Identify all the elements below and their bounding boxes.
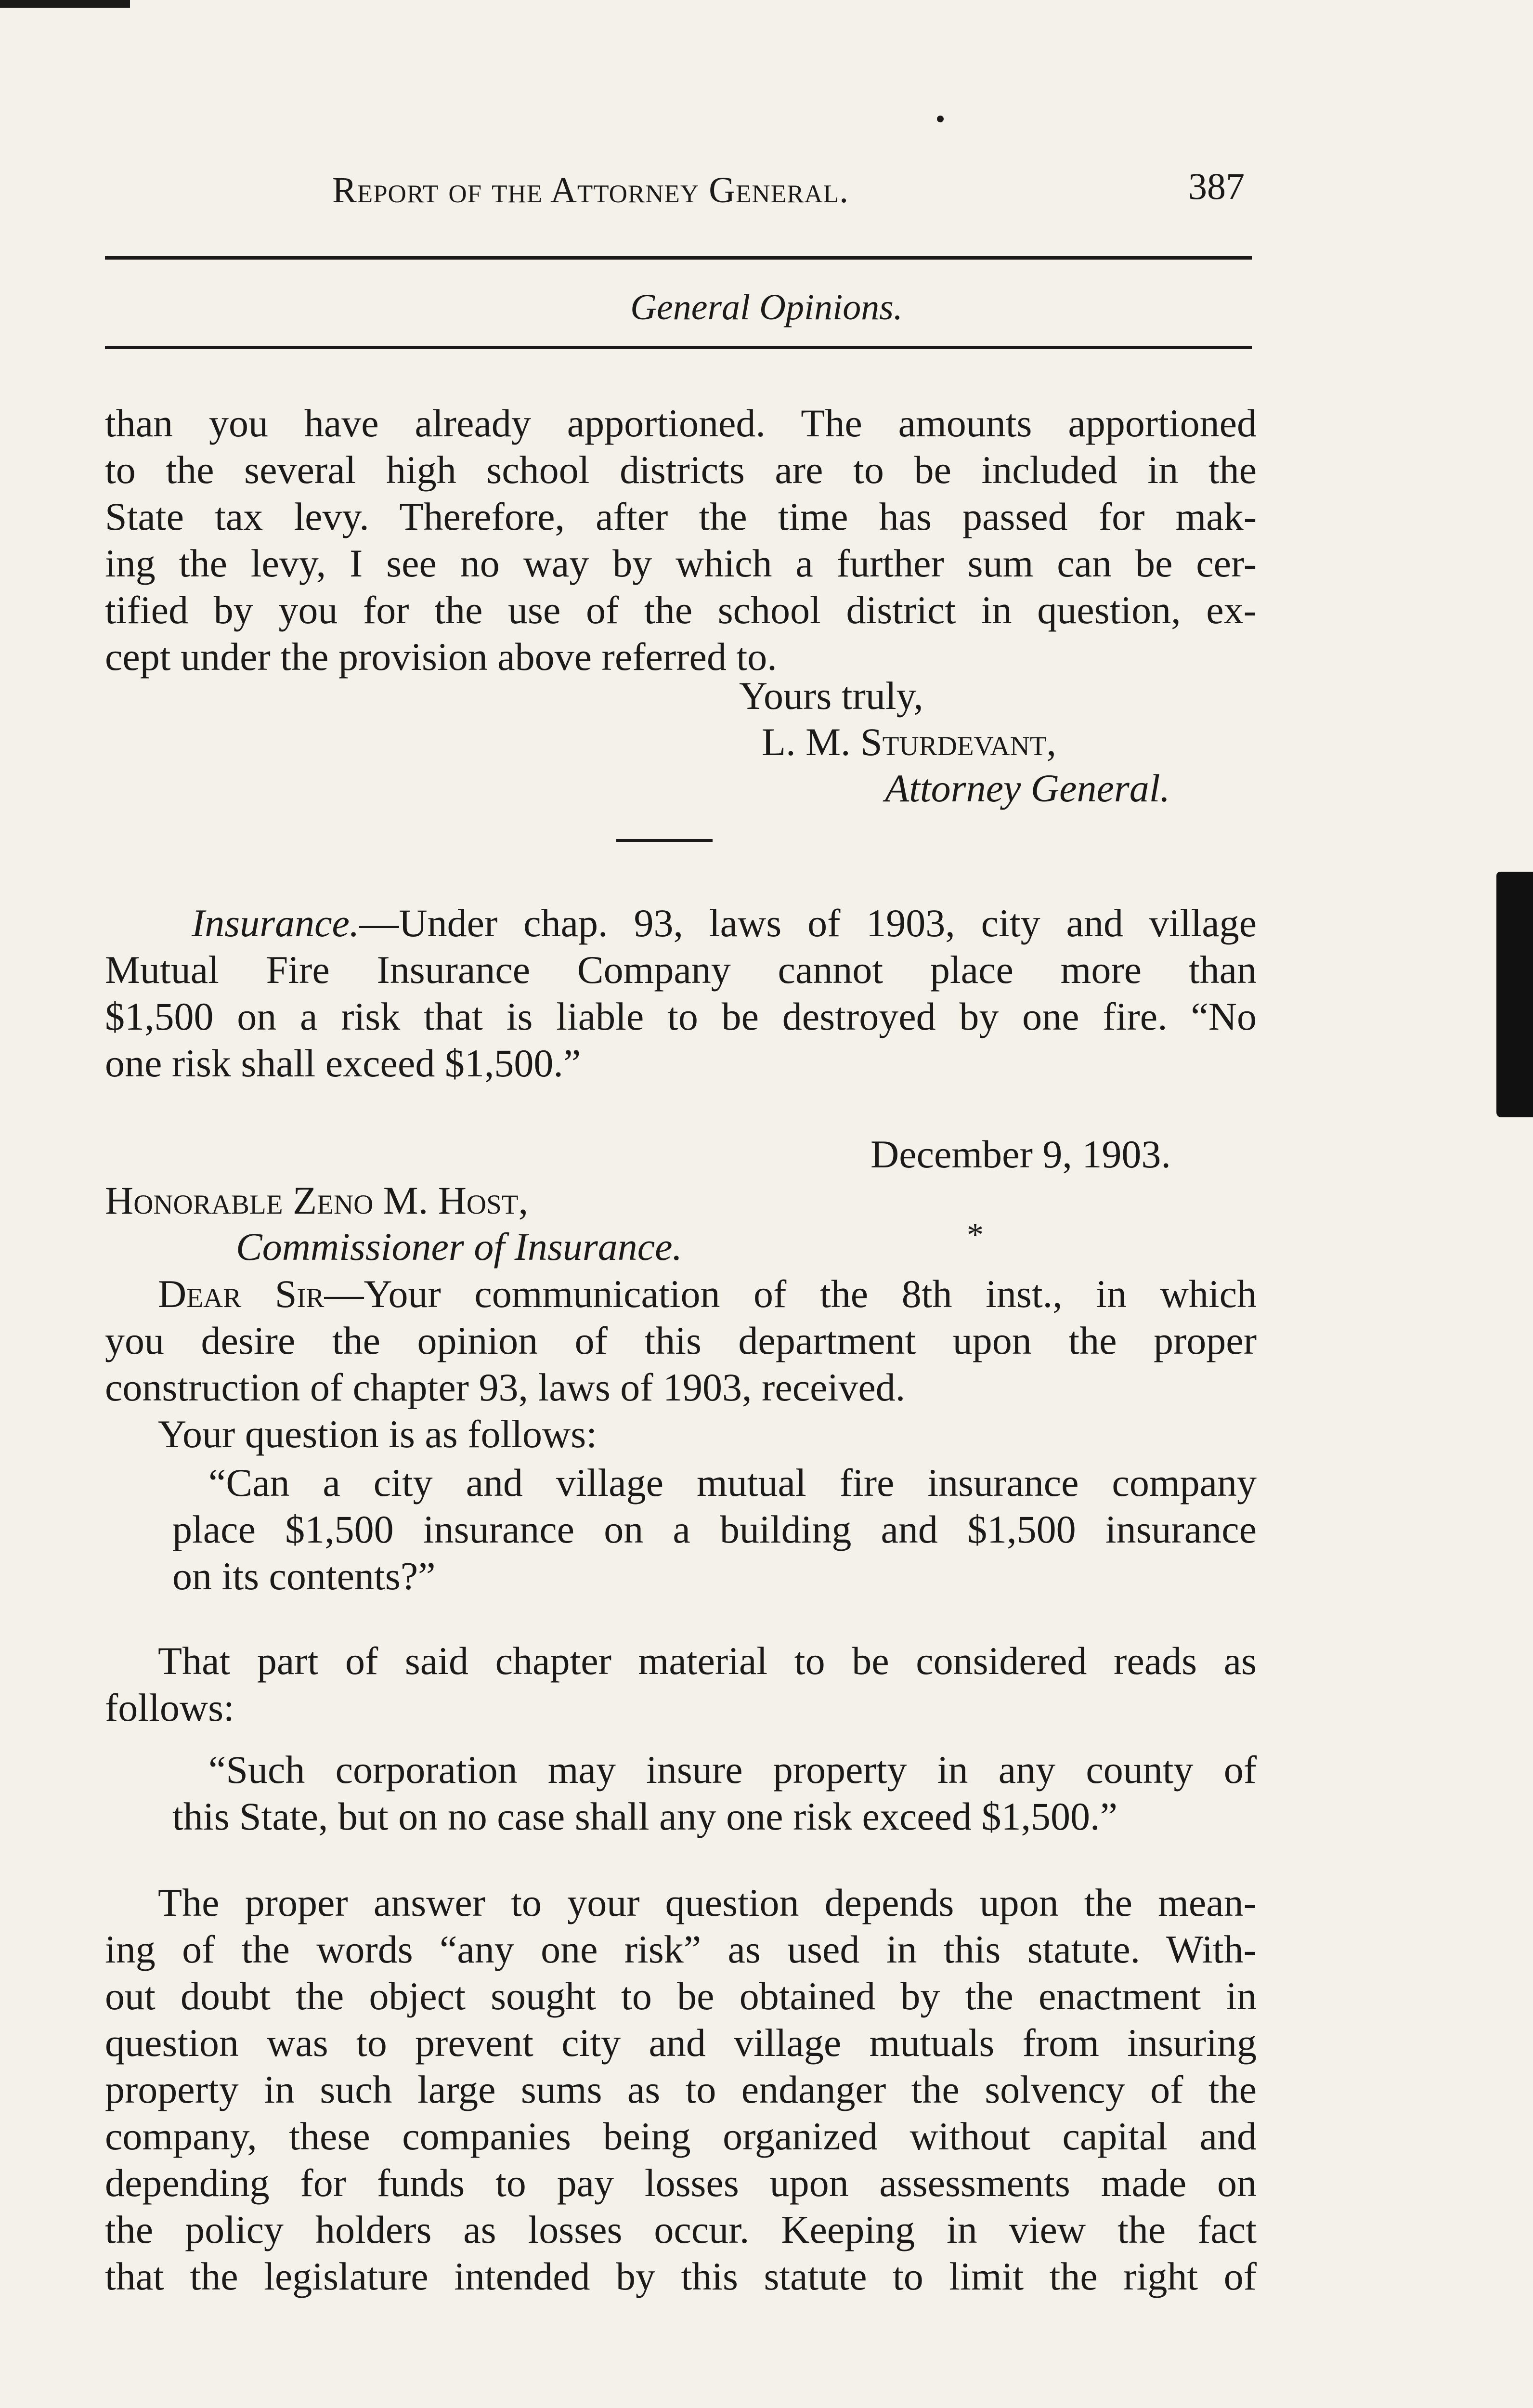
running-header: Report of the Attorney General. [332,170,849,210]
text-line: Insurance.—Under chap. 93, laws of 1903, city and village [192,901,1257,945]
text-line: ing of the words “any one risk” as used in this statute. With- [105,1927,1257,1971]
text-line: “Can a city and village mutual fire insurance company [208,1461,1257,1505]
signatory-name: L. M. Sturdevant, [762,720,1057,764]
text-line: you desire the opinion of this department upon the proper [105,1319,1257,1362]
chapter-quote [172,1746,1257,1840]
text-line: on its contents?” [172,1554,436,1598]
header-rule-top [105,256,1252,260]
text-line: this State, but on no case shall any one risk exceed $1,500.” [172,1794,1117,1838]
text-line: than you have already apportioned. The amounts apportioned [105,401,1257,445]
page-number: 387 [1188,165,1245,207]
scan-mark [0,0,130,8]
letter-date: December 9, 1903. [870,1132,1171,1176]
analysis-paragraph [105,1879,1257,2300]
text-line: The proper answer to your question depends upon the mean- [158,1881,1257,1924]
text-line: Dear Sir—Your communication of the 8th inst., in which [158,1272,1257,1316]
text-line: follows: [105,1686,234,1729]
salutation: Dear Sir [158,1272,325,1316]
headnote [105,900,1257,1086]
section-divider [616,839,713,842]
text-line: Your question is as follows: [158,1412,597,1456]
text-line: That part of said chapter material to be considered reads as [158,1639,1257,1683]
text-line: that the legislature intended by this statute to limit the right of [105,2254,1257,2298]
letter-body [105,1270,1257,1457]
text-line: one risk shall exceed $1,500.” [105,1041,581,1085]
closing: Yours truly, [739,674,923,718]
header-rule-bottom [105,346,1252,349]
text-line: depending for funds to pay losses upon assessments made on [105,2161,1257,2205]
section-heading: General Opinions. [630,287,903,327]
question-quote [172,1459,1257,1599]
asterisk-mark: * [967,1217,984,1254]
text-line: $1,500 on a risk that is liable to be destroyed by one fire. “No [105,995,1257,1038]
text-line: cept under the provision above referred to. [105,635,777,679]
text-line: State tax levy. Therefore, after the time has passed for mak- [105,495,1257,538]
text-line: “Such corporation may insure property in any county of [208,1748,1257,1792]
signatory-title: Attorney General. [885,766,1170,810]
text-line: out doubt the object sought to be obtained by the enactment in [105,1974,1257,2018]
text-line: place $1,500 insurance on a building and $1,500 insurance [172,1507,1257,1551]
opening-paragraph [105,400,1257,680]
text-line: construction of chapter 93, laws of 1903, received. [105,1365,906,1409]
text-line: tified by you for the use of the school district in question, ex- [105,588,1257,632]
addressee: Honorable Zeno M. Host, [105,1178,529,1222]
addressee-title: Commissioner of Insurance. [236,1225,683,1269]
chapter-intro [105,1637,1257,1731]
scan-edge-shadow [1496,872,1533,1117]
ink-dot [937,116,944,122]
text-line: the policy holders as losses occur. Keeping in view the fact [105,2208,1257,2251]
text-line: to the several high school districts are to be included in the [105,448,1257,492]
headnote-subject: Insurance. [192,901,360,945]
text-line: ing the levy, I see no way by which a further sum can be cer- [105,541,1257,585]
text-line: question was to prevent city and village mutuals from insuring [105,2021,1257,2065]
text-line: property in such large sums as to endanger the solvency of the [105,2068,1257,2111]
text-line: Mutual Fire Insurance Company cannot place more than [105,948,1257,992]
text-line: company, these companies being organized without capital and [105,2114,1257,2158]
